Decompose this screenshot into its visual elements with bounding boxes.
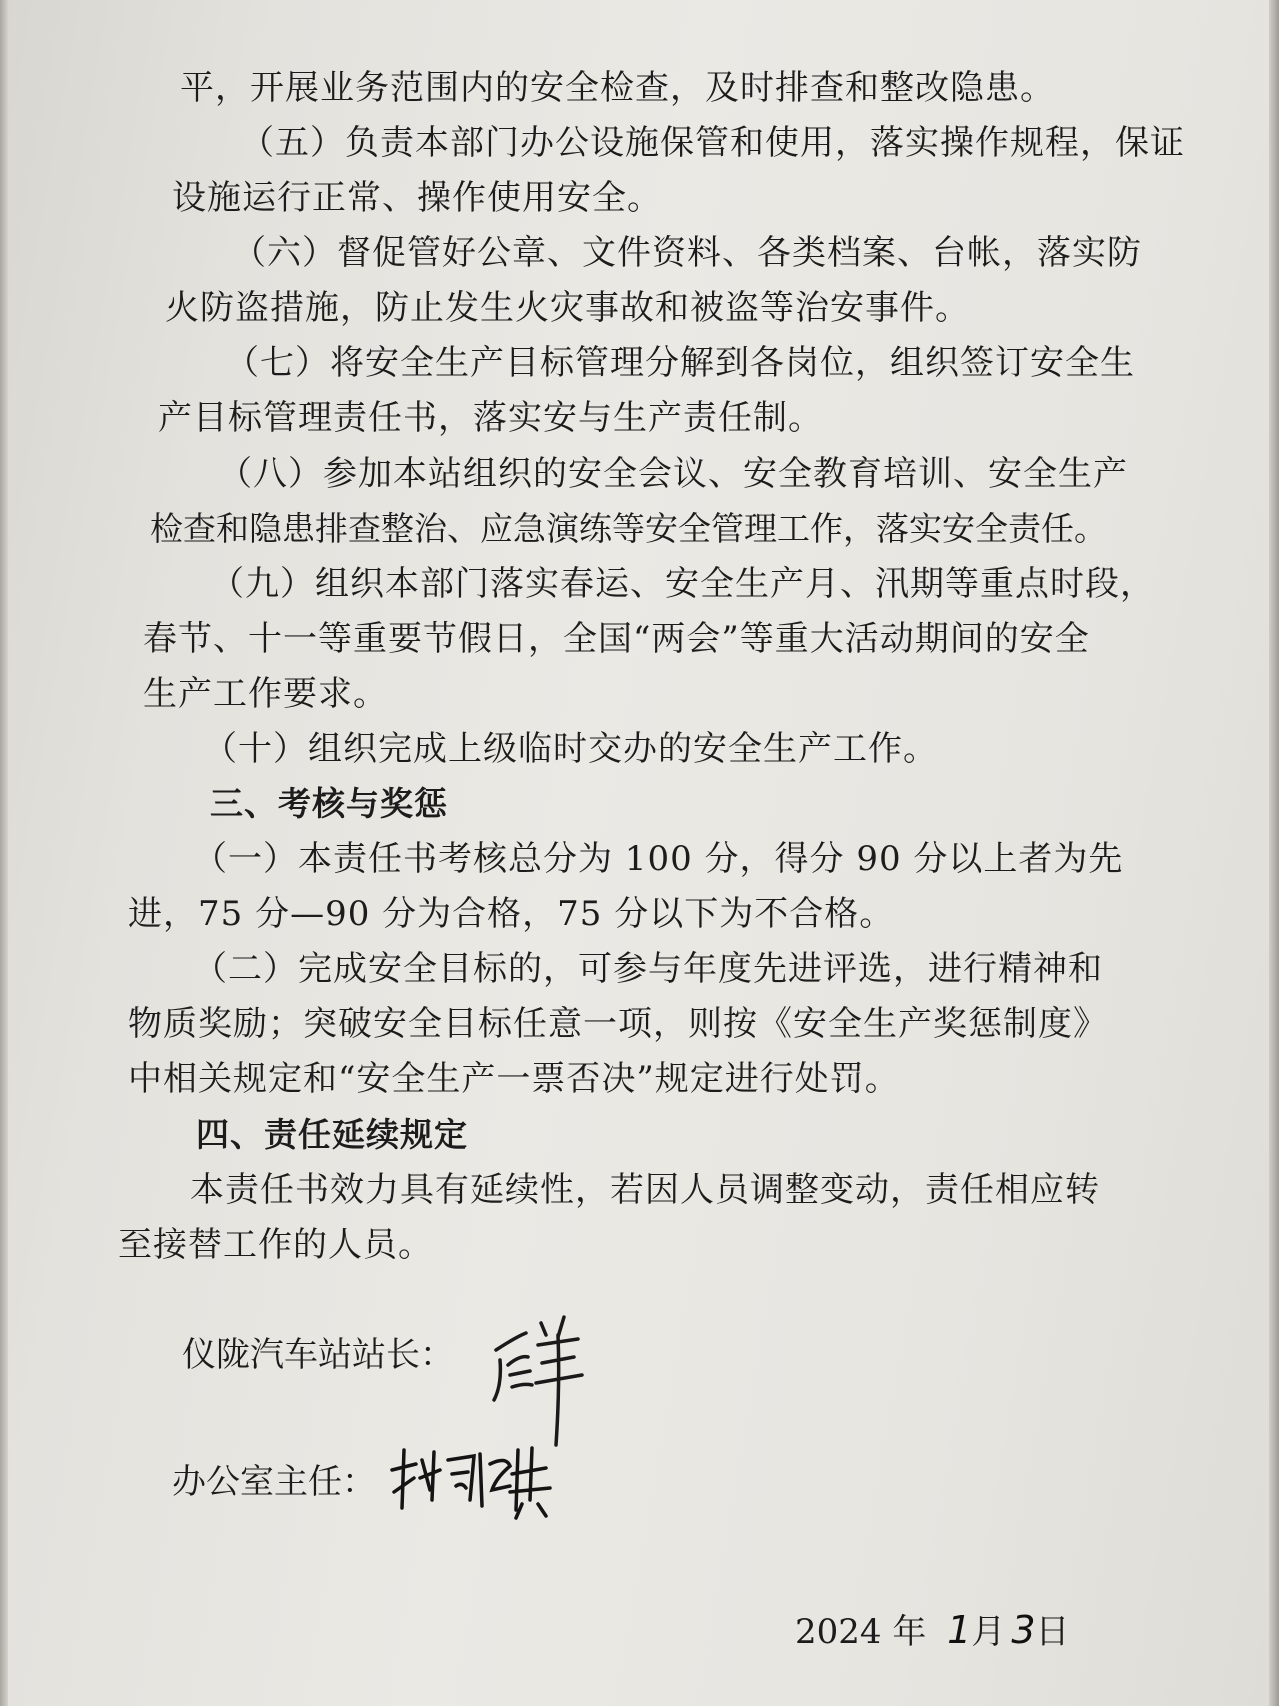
- body-line: 设施运行正常、操作使用安全。: [172, 178, 662, 218]
- body-line: （六）督促管好公章、文件资料、各类档案、台帐，落实防: [232, 233, 1142, 273]
- date-month-unit: 月: [971, 1612, 1006, 1652]
- body-line: （十）组织完成上级临时交办的安全生产工作。: [203, 729, 938, 769]
- date-year: 2024: [795, 1612, 882, 1652]
- body-line: 春节、十一等重要节假日，全国“两会”等重大活动期间的安全: [143, 619, 1090, 659]
- body-line: 生产工作要求。: [143, 674, 388, 714]
- body-line: （一）本责任书考核总分为 100 分，得分 90 分以上者为先: [193, 839, 1124, 879]
- body-line: （五）负责本部门办公设施保管和使用，落实操作规程，保证: [240, 123, 1185, 163]
- body-line: 至接替工作的人员。: [118, 1225, 433, 1265]
- body-line: 检查和隐患排查整治、应急演练等安全管理工作，落实安全责任。: [150, 509, 1107, 548]
- section-heading-continuation: 四、责任延续规定: [196, 1115, 468, 1154]
- page-right-edge: [1269, 0, 1279, 1706]
- body-line: 平，开展业务范围内的安全检查，及时排查和整改隐患。: [180, 68, 1055, 108]
- body-line: （二）完成安全目标的，可参与年度先进评选，进行精神和: [193, 949, 1103, 989]
- body-line: 本责任书效力具有延续性，若因人员调整变动，责任相应转: [190, 1170, 1100, 1210]
- date-month: 1: [947, 1608, 972, 1652]
- date-day: 3: [1011, 1608, 1036, 1652]
- office-director-label: 办公室主任：: [172, 1462, 376, 1502]
- signing-date: [795, 1610, 1070, 1652]
- body-line: （八）参加本站组织的安全会议、安全教育培训、安全生产: [218, 454, 1128, 494]
- body-line: 火防盗措施，防止发生火灾事故和被盗等治安事件。: [165, 288, 970, 328]
- body-line: （九）组织本部门落实春运、安全生产月、汛期等重点时段，: [210, 564, 1155, 604]
- date-day-unit: 日: [1035, 1612, 1070, 1652]
- office-director-signature: [386, 1430, 566, 1530]
- body-line: （七）将安全生产目标管理分解到各岗位，组织签订安全生: [225, 343, 1135, 383]
- date-year-unit: 年: [892, 1612, 927, 1652]
- body-line: 产目标管理责任书，落实安与生产责任制。: [158, 398, 823, 438]
- page-left-edge: [0, 0, 8, 1706]
- section-heading-assessment: 三、考核与奖惩: [210, 784, 448, 823]
- station-master-label: 仪陇汽车站站长：: [182, 1335, 454, 1375]
- body-line: 物质奖励；突破安全目标任意一项，则按《安全生产奖惩制度》: [128, 1004, 1108, 1044]
- body-line: 进，75 分—90 分为合格，75 分以下为不合格。: [128, 894, 895, 934]
- body-line: 中相关规定和“安全生产一票否决”规定进行处罚。: [128, 1059, 900, 1099]
